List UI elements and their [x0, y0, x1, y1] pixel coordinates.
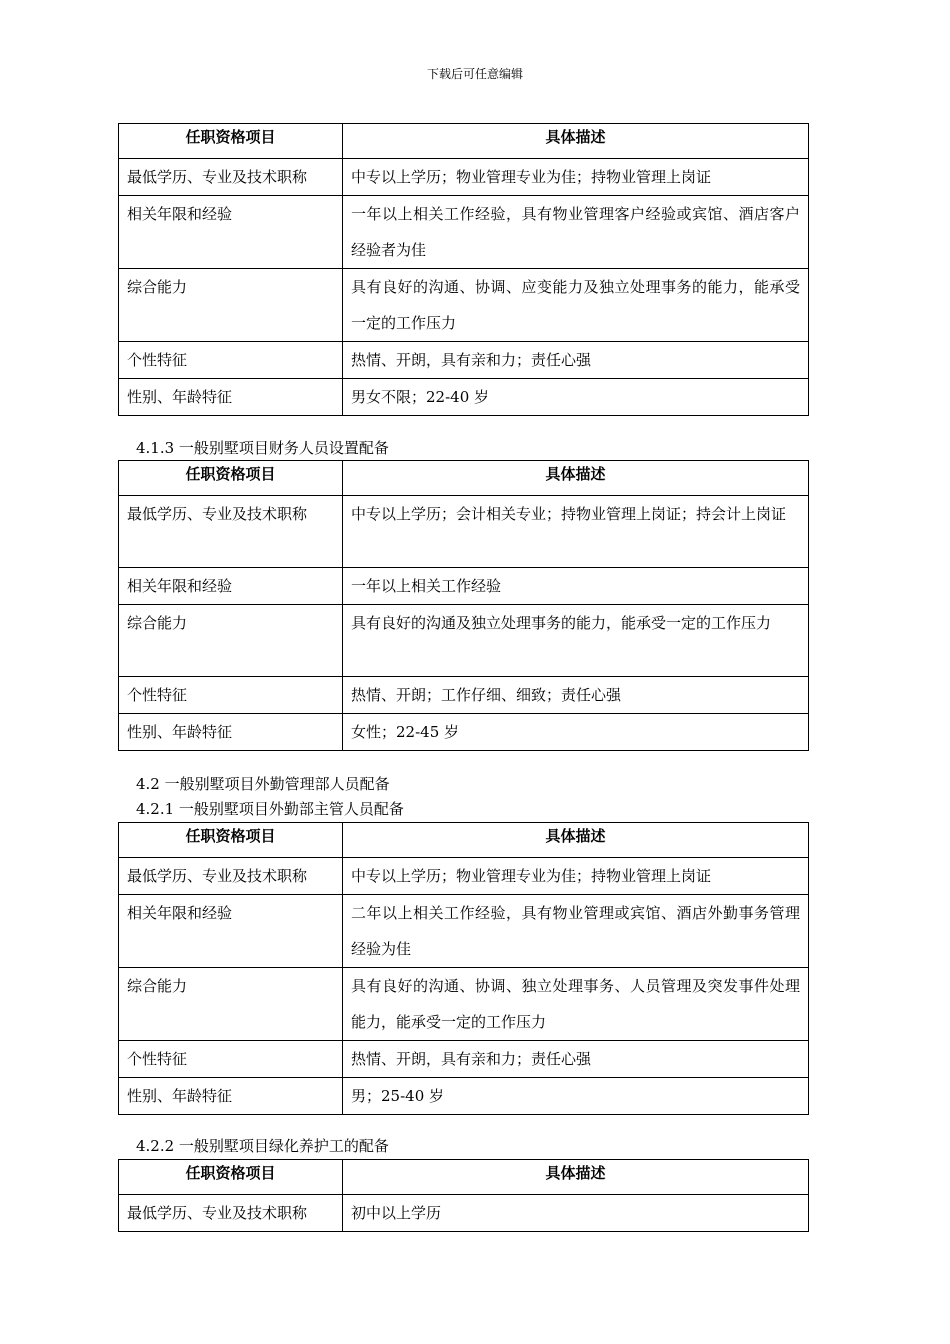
- table-header-row: [119, 823, 809, 858]
- row-item: 相关年限和经验: [119, 196, 343, 269]
- table-header-row: [119, 1160, 809, 1195]
- qualification-table-4: [118, 1159, 809, 1232]
- column-header-desc: 具体描述: [343, 823, 809, 858]
- table-row: [119, 1195, 809, 1232]
- row-item: 相关年限和经验: [119, 568, 343, 605]
- column-header-item: 任职资格项目: [119, 1160, 343, 1195]
- qualification-table-3: [118, 822, 809, 1115]
- section-heading-4-2: 4.2 一般别墅项目外勤管理部人员配备: [136, 775, 390, 793]
- qualification-table-1: [118, 123, 809, 416]
- row-item: 综合能力: [119, 605, 343, 677]
- row-desc: 中专以上学历；物业管理专业为佳；持物业管理上岗证: [343, 159, 809, 196]
- column-header-desc: 具体描述: [343, 461, 809, 496]
- row-item: 个性特征: [119, 677, 343, 714]
- table-row: [119, 895, 809, 968]
- row-desc: 具有良好的沟通、协调、独立处理事务、人员管理及突发事件处理能力，能承受一定的工作压力: [343, 968, 809, 1041]
- column-header-desc: 具体描述: [343, 1160, 809, 1195]
- row-item: 个性特征: [119, 1041, 343, 1078]
- table-row: [119, 568, 809, 605]
- row-item: 性别、年龄特征: [119, 1078, 343, 1115]
- row-desc: 一年以上相关工作经验，具有物业管理客户经验或宾馆、酒店客户经验者为佳: [343, 196, 809, 269]
- row-desc: 具有良好的沟通、协调、应变能力及独立处理事务的能力，能承受一定的工作压力: [343, 269, 809, 342]
- column-header-desc: 具体描述: [343, 124, 809, 159]
- table-row: [119, 677, 809, 714]
- row-desc: 初中以上学历: [343, 1195, 809, 1232]
- table-row: [119, 342, 809, 379]
- table-row: [119, 968, 809, 1041]
- table-row: [119, 1041, 809, 1078]
- section-heading-4-2-2: 4.2.2 一般别墅项目绿化养护工的配备: [136, 1137, 389, 1155]
- row-item: 个性特征: [119, 342, 343, 379]
- table-header-row: [119, 124, 809, 159]
- table-row: [119, 159, 809, 196]
- row-desc: 热情、开朗，具有亲和力；责任心强: [343, 342, 809, 379]
- row-item: 性别、年龄特征: [119, 379, 343, 416]
- row-desc: 中专以上学历；会计相关专业；持物业管理上岗证；持会计上岗证: [343, 496, 809, 568]
- table-row: [119, 196, 809, 269]
- row-desc: 热情、开朗，具有亲和力；责任心强: [343, 1041, 809, 1078]
- row-desc: 热情、开朗；工作仔细、细致；责任心强: [343, 677, 809, 714]
- row-item: 最低学历、专业及技术职称: [119, 1195, 343, 1232]
- table-header-row: [119, 461, 809, 496]
- row-desc: 男女不限；22-40 岁: [343, 379, 809, 416]
- table-row: [119, 269, 809, 342]
- row-item: 综合能力: [119, 968, 343, 1041]
- row-desc: 男；25-40 岁: [343, 1078, 809, 1115]
- qualification-table-2: [118, 460, 809, 751]
- row-item: 相关年限和经验: [119, 895, 343, 968]
- column-header-item: 任职资格项目: [119, 124, 343, 159]
- row-item: 最低学历、专业及技术职称: [119, 159, 343, 196]
- row-desc: 中专以上学历；物业管理专业为佳；持物业管理上岗证: [343, 858, 809, 895]
- table-row: [119, 858, 809, 895]
- table-row: [119, 714, 809, 751]
- page-header: 下载后可任意编辑: [426, 67, 523, 81]
- table-row: [119, 1078, 809, 1115]
- row-desc: 女性；22-45 岁: [343, 714, 809, 751]
- row-item: 综合能力: [119, 269, 343, 342]
- row-desc: 二年以上相关工作经验，具有物业管理或宾馆、酒店外勤事务管理经验为佳: [343, 895, 809, 968]
- table-row: [119, 605, 809, 677]
- row-item: 性别、年龄特征: [119, 714, 343, 751]
- section-heading-4-2-1: 4.2.1 一般别墅项目外勤部主管人员配备: [136, 800, 404, 818]
- column-header-item: 任职资格项目: [119, 823, 343, 858]
- row-desc: 一年以上相关工作经验: [343, 568, 809, 605]
- column-header-item: 任职资格项目: [119, 461, 343, 496]
- table-row: [119, 496, 809, 568]
- section-heading-4-1-3: 4.1.3 一般别墅项目财务人员设置配备: [136, 439, 389, 457]
- table-row: [119, 379, 809, 416]
- row-item: 最低学历、专业及技术职称: [119, 858, 343, 895]
- row-desc: 具有良好的沟通及独立处理事务的能力，能承受一定的工作压力: [343, 605, 809, 677]
- row-item: 最低学历、专业及技术职称: [119, 496, 343, 568]
